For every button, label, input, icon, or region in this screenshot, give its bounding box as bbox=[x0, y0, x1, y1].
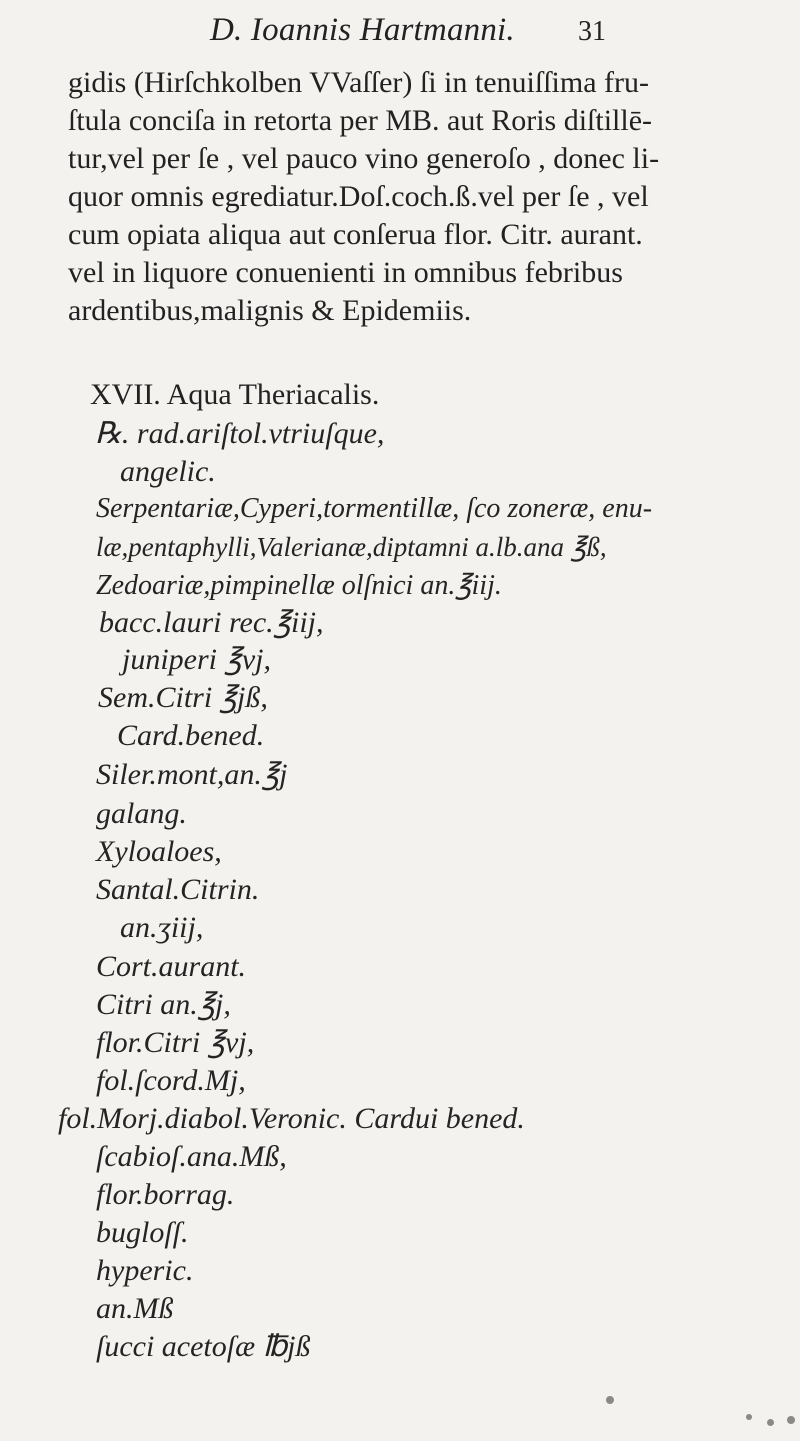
ink-speck bbox=[767, 1419, 774, 1426]
ingredient-line: læ,pentaphylli,Valerianæ,diptamni a.lb.ana ℥ß, bbox=[96, 532, 607, 562]
ingredient-line: Xyloaloes, bbox=[96, 835, 222, 868]
paragraph-line: cum opiata aliqua aut conſerua flor. Citr. aurant. bbox=[68, 218, 643, 251]
ingredient-line: Zedoariæ,pimpinellæ olſnici an.℥iij. bbox=[96, 570, 502, 601]
ingredient-line: ℞. rad.ariſtol.vtriuſque, bbox=[95, 417, 385, 450]
ingredient-line: hyperic. bbox=[96, 1254, 194, 1287]
ingredient-line: Citri an.℥j, bbox=[96, 988, 231, 1021]
ingredient-line: Siler.mont,an.℥j bbox=[96, 758, 288, 791]
ingredient-line: flor.Citri ℥vj, bbox=[96, 1026, 255, 1059]
ingredient-line: galang. bbox=[96, 797, 187, 830]
paragraph-line: gidis (Hirſchkolben VVaſſer) ſi in tenuiſſima fru- bbox=[68, 66, 649, 99]
ingredient-line: bugloſſ. bbox=[96, 1216, 189, 1249]
paragraph-line: ſtula conciſa in retorta per MB. aut Roris diſtillē- bbox=[68, 104, 653, 137]
ingredient-line: Sem.Citri ℥jß, bbox=[98, 681, 268, 714]
ingredient-line: Cort.aurant. bbox=[96, 950, 247, 983]
ingredient-line: ſcabioſ.ana.Mß, bbox=[96, 1140, 287, 1173]
ingredient-line: fol.ſcord.Mj, bbox=[96, 1064, 246, 1097]
section-heading: XVII. Aqua Theriacalis. bbox=[90, 378, 380, 411]
ink-speck bbox=[746, 1414, 752, 1420]
ingredient-line: angelic. bbox=[120, 455, 216, 488]
running-title: D. Ioannis Hartmanni. bbox=[210, 12, 515, 48]
ingredient-line: an.ʒiij, bbox=[120, 911, 204, 944]
ingredient-line: flor.borrag. bbox=[96, 1178, 235, 1211]
ingredient-line: fol.Morj.diabol.Veronic. Cardui bened. bbox=[58, 1102, 525, 1135]
ingredient-line: juniperi ℥vj, bbox=[122, 643, 271, 676]
page-header bbox=[0, 10, 800, 62]
ingredient-line: Card.bened. bbox=[117, 719, 265, 752]
paragraph-line: tur,vel per ſe , vel pauco vino generoſo , donec li- bbox=[68, 142, 660, 175]
page-number: 31 bbox=[578, 16, 606, 47]
ingredient-line: Santal.Citrin. bbox=[96, 873, 260, 906]
ingredient-line: bacc.lauri rec.℥iij, bbox=[99, 606, 324, 639]
ink-speck bbox=[606, 1396, 614, 1404]
ingredient-line: an.Mß bbox=[96, 1292, 174, 1325]
paragraph bbox=[68, 64, 788, 330]
paragraph-line: ardentibus,malignis & Epidemiis. bbox=[68, 294, 472, 327]
ingredient-line: Serpentariæ,Cyperi,tormentillæ, ſco zoneræ, enu- bbox=[96, 493, 653, 524]
ink-speck bbox=[787, 1416, 795, 1424]
paragraph-line: vel in liquore conuenienti in omnibus febribus bbox=[68, 256, 623, 289]
ingredient-line: ſucci acetoſæ ℔jß bbox=[96, 1330, 311, 1363]
paragraph-line: quor omnis egrediatur.Doſ.coch.ß.vel per ſe , vel bbox=[68, 180, 649, 213]
